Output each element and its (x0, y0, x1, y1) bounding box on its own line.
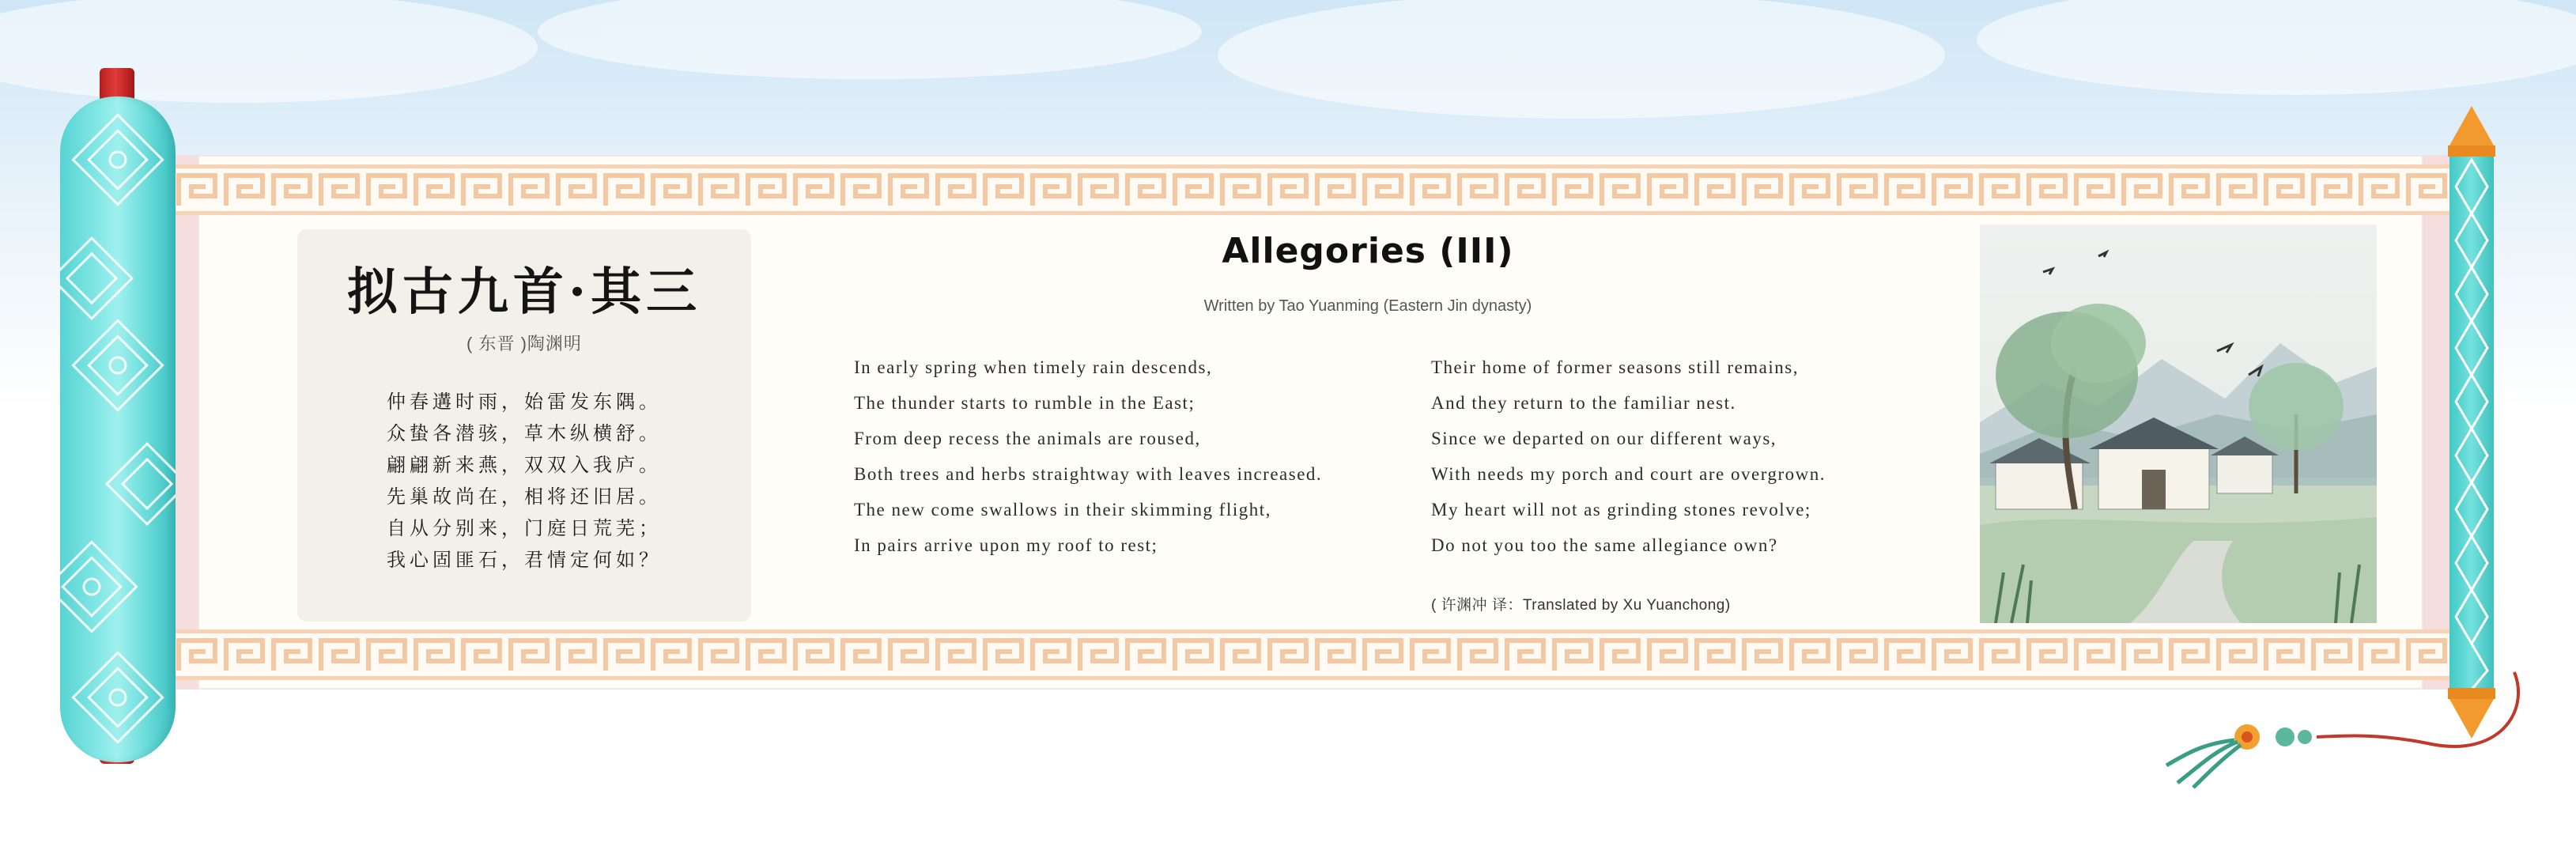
english-poem-title: Allegories (III) (1222, 231, 1514, 271)
english-poem-line: Their home of former seasons still remains, (1431, 357, 1799, 377)
english-poem-line: With needs my porch and court are overgrown. (1431, 464, 1826, 484)
english-poem-line: Do not you too the same allegiance own? (1431, 535, 1778, 555)
paper-edge-left (176, 155, 198, 690)
chinese-poem-author: ( 东晋 )陶渊明 (466, 334, 582, 353)
chinese-poem-lines (297, 386, 751, 576)
fret-border-top (176, 164, 2449, 215)
landscape-painting-image (1980, 225, 2377, 623)
tassel-icon (2159, 664, 2522, 791)
lattice-ornament-icon (60, 96, 176, 762)
chinese-poem-line: 自从分别来，门庭日荒芜； (387, 517, 662, 539)
chinese-poem-line: 仲春遘时雨，始雷发东隅。 (387, 391, 662, 413)
chinese-poem-title: 拟古九首·其三 (346, 263, 702, 322)
english-poem-left-stanza (854, 350, 1407, 563)
right-rod-tip-top (2448, 106, 2495, 157)
chinese-poem-line: 翩翩新来燕，双双入我庐。 (387, 454, 662, 476)
english-poem-line: The new come swallows in their skimming flight, (854, 500, 1271, 520)
english-poem-line: Both trees and herbs straightway with leaves increased. (854, 464, 1323, 484)
english-poem-line: And they return to the familiar nest. (1431, 393, 1736, 413)
english-poem-right-stanza (1431, 350, 1985, 563)
english-poem-line: My heart will not as grinding stones revolve; (1431, 500, 1811, 520)
english-poem-line: From deep recess the animals are roused, (854, 429, 1201, 448)
right-rod-diamond-pattern-icon (2449, 155, 2494, 690)
english-poem-line: Since we departed on our different ways, (1431, 429, 1777, 448)
chinese-poem-line: 众蛰各潜骇，草木纵横舒。 (387, 422, 662, 444)
chinese-poem-line: 我心固匪石，君情定何如？ (387, 549, 662, 571)
chinese-poem-line: 先巢故尚在，相将还旧居。 (387, 486, 662, 508)
paper-edge-right (2423, 155, 2449, 690)
fret-border-bottom (176, 629, 2449, 680)
english-poem-subtitle: Written by Tao Yuanming (Eastern Jin dynasty) (1203, 297, 1532, 315)
english-poem-line: In early spring when timely rain descends, (854, 357, 1213, 377)
english-poem-line: In pairs arrive upon my roof to rest; (854, 535, 1158, 555)
english-poem-line: The thunder starts to rumble in the East; (854, 393, 1195, 413)
translator-credit: ( 许渊冲 译：Translated by Xu Yuanchong) (1431, 597, 1731, 614)
